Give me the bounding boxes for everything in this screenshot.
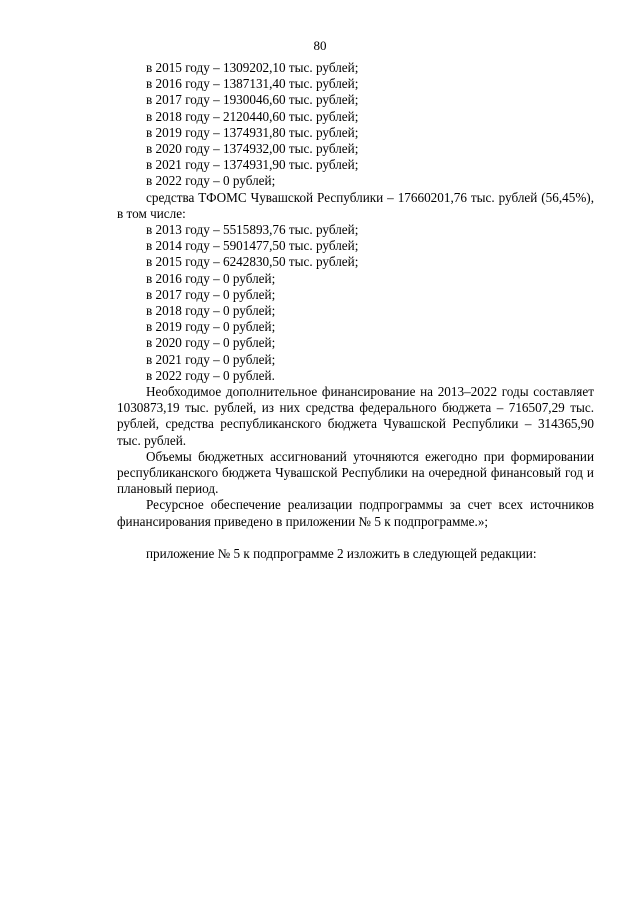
list-item: в 2017 году – 1930046,60 тыс. рублей; [146,92,359,108]
list-item: в 2019 году – 0 рублей; [146,319,276,335]
resource-provision-paragraph: Ресурсное обеспечение реализации подпрограммы за счет всех источников финансирования приведено в приложении № 5 к подпрограмме.»; [117,497,594,529]
list-item: в 2018 году – 0 рублей; [146,303,276,319]
list-item: в 2018 году – 2120440,60 тыс. рублей; [146,108,359,124]
list-item: в 2016 году – 0 рублей; [146,270,276,286]
tfoms-paragraph: средства ТФОМС Чувашской Республики – 17660201,76 тыс. рублей (56,45%), в том числе: [117,189,594,221]
list-item: в 2013 году – 5515893,76 тыс. рублей; [146,222,359,238]
page-number: 80 [313,38,327,53]
list-item: в 2017 году – 0 рублей; [146,286,276,302]
additional-funding-paragraph: Необходимое дополнительное финансирование на 2013–2022 годы составляет 1030873,19 тыс. рублей, из них средства федерального бюджета – 716507,29 тыс. рублей, средства республиканского бюджета Чувашской Республики – 314365,90 тыс. рублей. [117,384,594,448]
list-item: в 2020 году – 0 рублей; [146,335,276,351]
paragraph-gap [117,530,594,546]
list-item: в 2022 году – 0 рублей. [146,367,275,383]
funding-list-tfoms [117,222,594,384]
document-body [117,60,594,562]
list-item: в 2015 году – 1309202,10 тыс. рублей; [146,60,359,75]
list-item: в 2014 году – 5901477,50 тыс. рублей; [146,238,359,254]
list-item: в 2020 году – 1374932,00 тыс. рублей; [146,141,359,157]
list-item: в 2015 году – 6242830,50 тыс. рублей; [146,254,359,270]
list-item: в 2021 году – 1374931,90 тыс. рублей; [146,157,359,173]
budget-allocation-paragraph: Объемы бюджетных ассигнований уточняются ежегодно при формировании республиканского бюджета Чувашской Республики на очередной финансовый год и плановый период. [117,448,594,497]
funding-list-republican [117,60,594,190]
list-item: в 2021 году – 0 рублей; [146,351,276,367]
appendix-instruction-paragraph: приложение № 5 к подпрограмме 2 изложить в следующей редакции: [146,545,537,561]
list-item: в 2016 году – 1387131,40 тыс. рублей; [146,76,359,92]
list-item: в 2022 году – 0 рублей; [146,173,276,189]
list-item: в 2019 году – 1374931,80 тыс. рублей; [146,124,359,140]
